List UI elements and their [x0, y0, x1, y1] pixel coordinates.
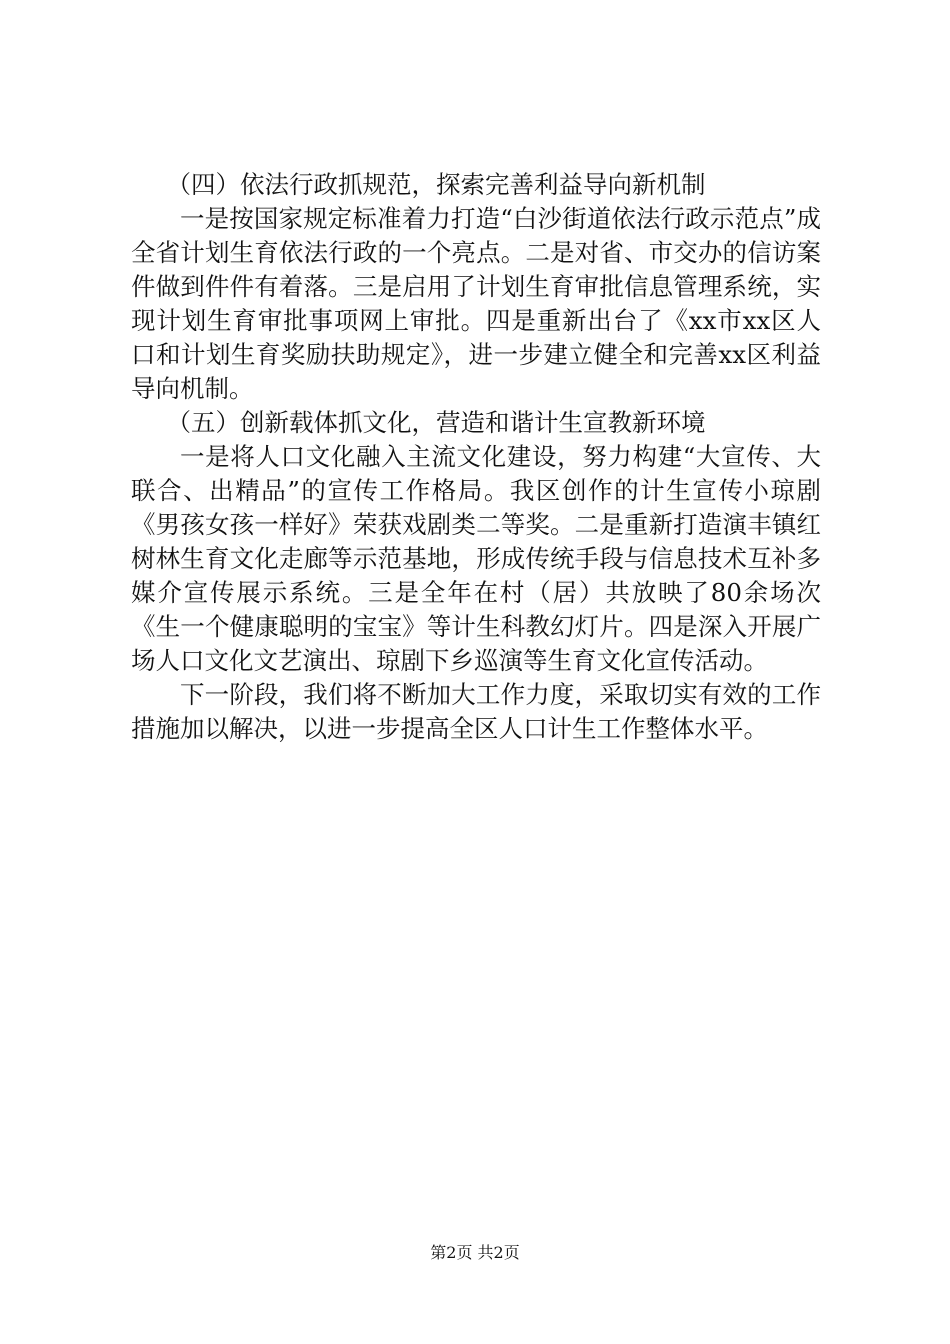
section-heading-5: （五）创新载体抓文化，营造和谐计生宣教新环境	[166, 408, 706, 437]
document-body	[131, 168, 821, 746]
page-number-footer: 第2页 共2页	[430, 1243, 520, 1262]
closing-paragraph: 下一阶段，我们将不断加大工作力度，采取切实有效的工作措施加以解决，以进一步提高全区人口计生工作整体水平。	[131, 680, 821, 743]
section-body-5: 一是将人口文化融入主流文化建设，努力构建“大宣传、大联合、出精品”的宣传工作格局。我区创作的计生宣传小琼剧《男孩女孩一样好》荣获戏剧类二等奖。二是重新打造演丰镇红树林生育文化走廊等示范基地，形成传统手段与信息技术互补多媒介宣传展示系统。三是全年在村（居）共放映了80余场次《生一个健康聪明的宝宝》等计生科教幻灯片。四是深入开展广场人口文化文艺演出、琼剧下乡巡演等生育文化宣传活动。	[131, 442, 821, 675]
section-body-4: 一是按国家规定标准着力打造“白沙街道依法行政示范点”成全省计划生育依法行政的一个亮点。二是对省、市交办的信访案件做到件件有着落。三是启用了计划生育审批信息管理系统，实现计划生育审批事项网上审批。四是重新出台了《xx市xx区人口和计划生育奖励扶助规定》，进一步建立健全和完善xx区利益导向机制。	[131, 204, 821, 403]
section-heading-4: （四）依法行政抓规范，探索完善利益导向新机制	[166, 170, 706, 199]
